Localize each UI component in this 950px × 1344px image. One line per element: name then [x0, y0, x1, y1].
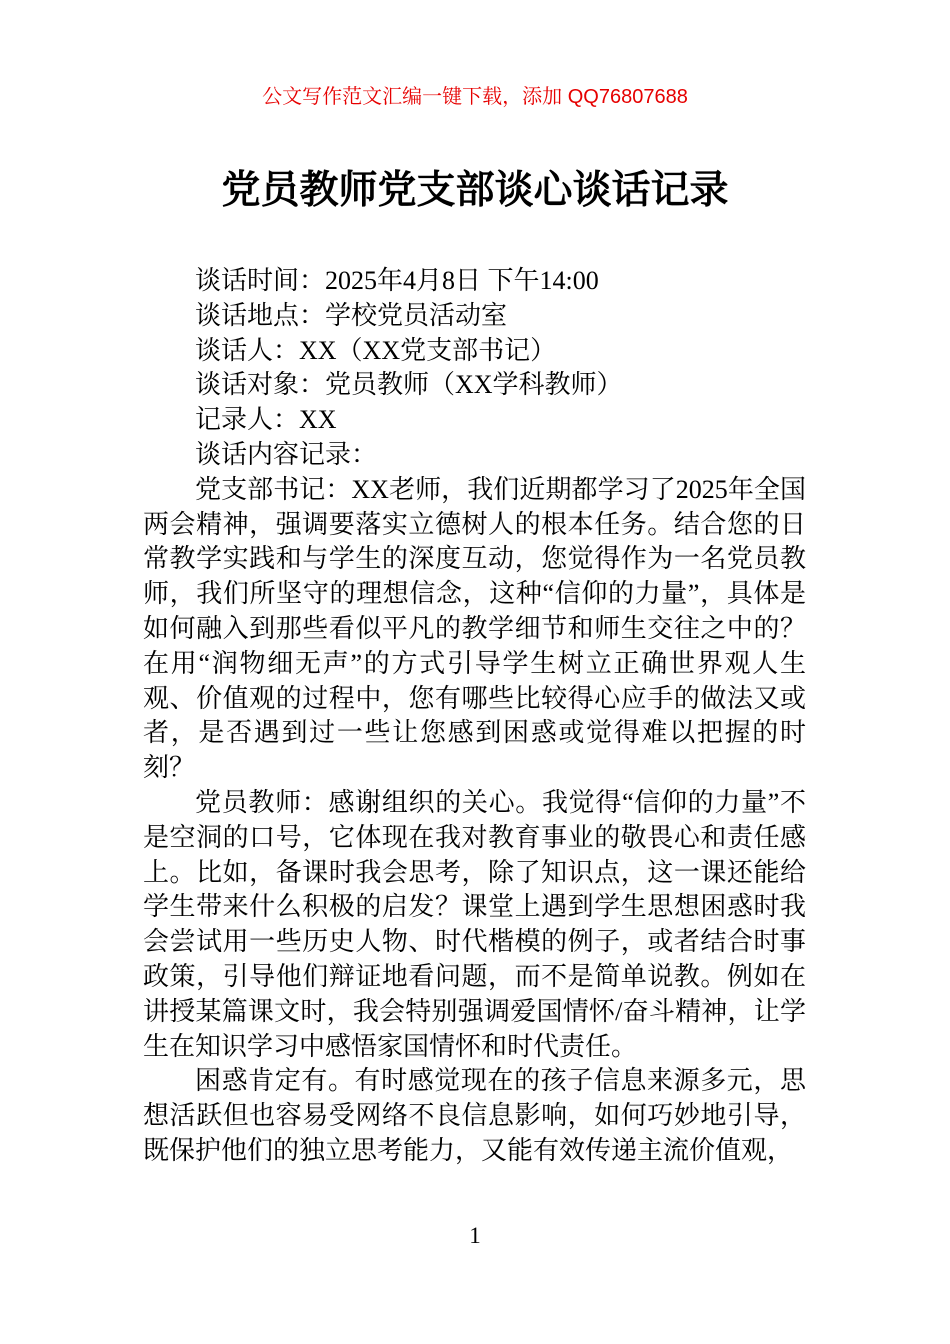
document-body — [143, 264, 806, 1169]
paragraph-teacher-answer: 党员教师：感谢组织的关心。我觉得“信仰的力量”不是空洞的口号，它体现在我对教育事业的敬畏心和责任感上。比如，备课时我会思考，除了知识点，这一课还能给学生带来什么积极的启发？课堂上遇到学生思想困惑时我会尝试用一些历史人物、时代楷模的例子，或者结合时事政策，引导他们辩证地看问题，而不是简单说教。例如在讲授某篇课文时，我会特别强调爱国情怀/奋斗精神，让学生在知识学习中感悟家国情怀和时代责任。 — [143, 787, 806, 1061]
meta-line-talk-time: 谈话时间：2025年4月8日 下午14:00 — [195, 266, 599, 295]
meta-line-recorder: 记录人：XX — [195, 405, 337, 435]
meta-line-talk-target: 谈话对象：党员教师（XX学科教师） — [195, 370, 623, 400]
page-number: 1 — [469, 1223, 481, 1248]
promo-notice: 公文写作范文汇编一键下载，添加 QQ76807688 — [262, 86, 688, 108]
meta-line-talk-place: 谈话地点：学校党员活动室 — [195, 300, 508, 330]
paragraph-teacher-confusion: 困惑肯定有。有时感觉现在的孩子信息来源多元，思想活跃但也容易受网络不良信息影响，如何巧妙地引导，既保护他们的独立思考能力，又能有效传递主流价值观， — [143, 1066, 806, 1165]
paragraph-secretary-question: 党支部书记：XX老师，我们近期都学习了2025年全国两会精神，强调要落实立德树人的根本任务。结合您的日常教学实践和与学生的深度互动，您觉得作为一名党员教师，我们所坚守的理想信念，这种“信仰的力量”，具体是如何融入到那些看似平凡的教学细节和师生交往之中的？在用“润物细无声”的方式引导学生树立正确世界观人生观、价值观的过程中，您有哪些比较得心应手的做法又或者，是否遇到过一些让您感到困惑或觉得难以把握的时刻？ — [143, 474, 806, 783]
meta-line-content-label: 谈话内容记录： — [195, 439, 378, 469]
meta-line-talker: 谈话人：XX（XX党支部书记） — [195, 335, 557, 365]
document-title: 党员教师党支部谈心谈话记录 — [221, 169, 729, 212]
